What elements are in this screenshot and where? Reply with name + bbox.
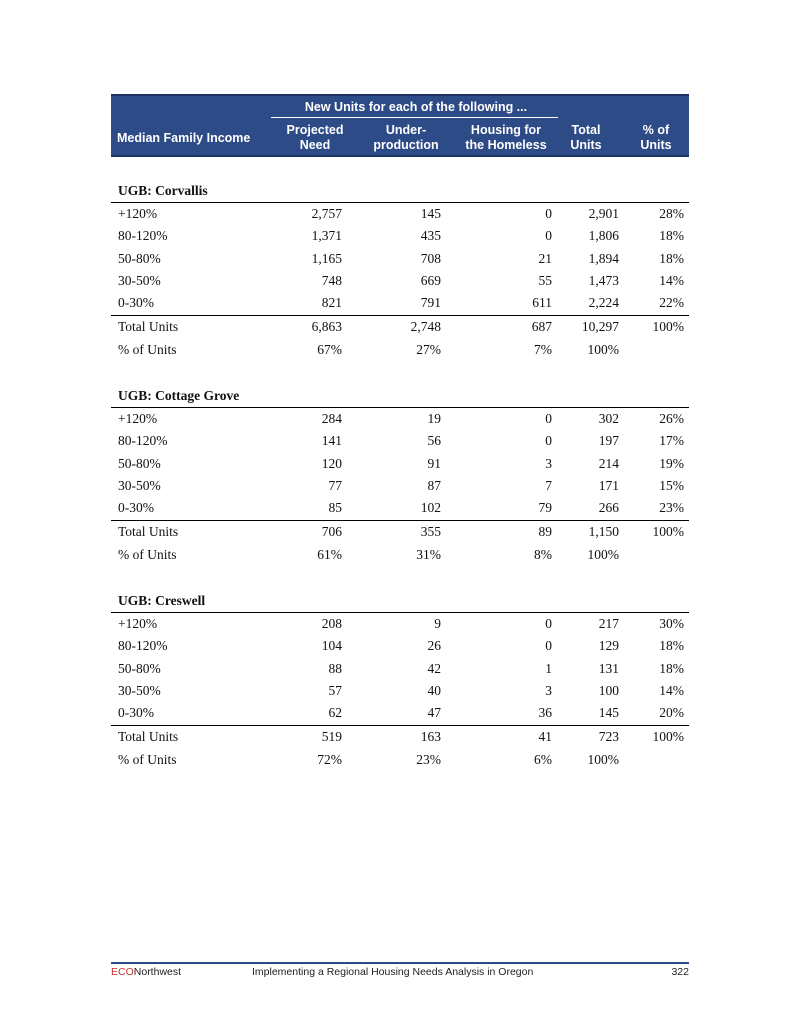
table-cell: 62 xyxy=(328,705,342,721)
table-cell: 1,473 xyxy=(588,272,619,288)
header-underproduction: Under- production xyxy=(373,123,439,152)
table-cell: 435 xyxy=(420,228,441,244)
table-cell: 20% xyxy=(659,705,684,721)
row-label: % of Units xyxy=(118,341,177,357)
footer-brand xyxy=(111,966,181,978)
table-cell: 2,757 xyxy=(311,206,342,221)
table-cell: 18% xyxy=(659,250,684,266)
table-cell: 55 xyxy=(538,272,552,288)
table-cell: 1,150 xyxy=(588,523,619,539)
row-label: Total Units xyxy=(118,728,179,744)
table-cell: 10,297 xyxy=(581,318,619,334)
total-rule xyxy=(111,520,689,521)
table-cell: 61% xyxy=(317,546,342,562)
table-row xyxy=(118,661,684,679)
table-row xyxy=(118,683,684,701)
table-cell: 40 xyxy=(427,682,441,698)
table-cell: 217 xyxy=(598,616,619,631)
table-cell: 31% xyxy=(416,546,441,562)
total-row xyxy=(118,524,684,542)
table-cell: 9 xyxy=(434,616,441,631)
percent-row xyxy=(118,752,684,770)
table-cell: 100% xyxy=(652,523,684,539)
total-row xyxy=(118,729,684,747)
row-label: 50-80% xyxy=(118,250,161,266)
table-cell: 26 xyxy=(427,638,441,654)
section-rule xyxy=(111,407,689,408)
table-cell: 3 xyxy=(545,682,552,698)
table-cell: 129 xyxy=(598,638,619,654)
table-cell: 23% xyxy=(659,500,684,516)
table-cell: 131 xyxy=(598,660,619,676)
table-cell: 0 xyxy=(545,206,552,221)
table-cell: 27% xyxy=(416,341,441,357)
table-cell: 28% xyxy=(659,206,684,221)
table-cell: 18% xyxy=(659,638,684,654)
table-cell: 6% xyxy=(534,751,552,767)
table-cell: 100% xyxy=(587,751,619,767)
header-total-units: Total Units xyxy=(570,123,602,152)
table-cell: 88 xyxy=(328,660,342,676)
table-cell: 214 xyxy=(598,455,619,471)
row-label: 50-80% xyxy=(118,660,161,676)
table-cell: 145 xyxy=(598,705,619,721)
footer-page-number: 322 xyxy=(671,966,689,978)
table-cell: 87 xyxy=(427,477,441,493)
table-cell: 708 xyxy=(420,250,441,266)
percent-row xyxy=(118,342,684,360)
table-cell: 2,901 xyxy=(588,206,619,221)
row-label: +120% xyxy=(118,411,158,426)
table-cell: 687 xyxy=(531,318,552,334)
table-cell: 100% xyxy=(652,728,684,744)
table-cell: 79 xyxy=(538,500,552,516)
table-cell: 17% xyxy=(659,433,684,449)
table-cell: 102 xyxy=(420,500,441,516)
table-cell: 8% xyxy=(534,546,552,562)
table-cell: 100 xyxy=(598,682,619,698)
row-label: 80-120% xyxy=(118,228,168,244)
table-cell: 77 xyxy=(328,477,342,493)
footer-rule xyxy=(111,962,689,964)
table-cell: 85 xyxy=(328,500,342,516)
table-cell: 21 xyxy=(538,250,552,266)
table-cell: 47 xyxy=(427,705,441,721)
table-row xyxy=(118,616,684,634)
table-cell: 100% xyxy=(652,318,684,334)
section-title: UGB: Corvallis xyxy=(118,183,208,198)
table-cell: 197 xyxy=(598,433,619,449)
table-row xyxy=(118,500,684,518)
footer-brand-suffix: Northwest xyxy=(133,966,182,978)
table-row xyxy=(118,638,684,656)
table-cell: 791 xyxy=(420,295,441,311)
table-cell: 145 xyxy=(420,206,441,221)
table-cell: 26% xyxy=(659,411,684,426)
table-cell: 302 xyxy=(598,411,619,426)
table-cell: 141 xyxy=(321,433,342,449)
table-cell: 0 xyxy=(545,638,552,654)
table-cell: 36 xyxy=(538,705,552,721)
table-cell: 7% xyxy=(534,341,552,357)
total-row xyxy=(118,319,684,337)
table-cell: 15% xyxy=(659,477,684,493)
table-row xyxy=(118,206,684,224)
header-housing-homeless: Housing for the Homeless xyxy=(465,123,547,152)
table-cell: 14% xyxy=(659,272,684,288)
header-percent-units: % of Units xyxy=(640,123,672,152)
total-rule xyxy=(111,725,689,726)
table-cell: 89 xyxy=(538,523,552,539)
table-cell: 91 xyxy=(427,455,441,471)
section-rule xyxy=(111,202,689,203)
table-cell: 22% xyxy=(659,295,684,311)
header-span-title: New Units for each of the following ... xyxy=(304,100,528,114)
table-cell: 0 xyxy=(545,616,552,631)
table-cell: 706 xyxy=(321,523,342,539)
table-cell: 611 xyxy=(532,295,552,311)
section-rule xyxy=(111,612,689,613)
footer-title: Implementing a Regional Housing Needs Analysis in Oregon xyxy=(252,966,534,978)
table-cell: 23% xyxy=(416,751,441,767)
row-label: 30-50% xyxy=(118,477,161,493)
row-label: 0-30% xyxy=(118,295,154,311)
table-cell: 171 xyxy=(598,477,619,493)
section-title: UGB: Creswell xyxy=(118,593,206,608)
table-row xyxy=(118,295,684,313)
table-cell: 19 xyxy=(427,411,441,426)
row-label: 80-120% xyxy=(118,638,168,654)
row-label: 0-30% xyxy=(118,705,154,721)
footer-brand-prefix: ECO xyxy=(111,966,134,978)
table-row xyxy=(118,228,684,246)
row-label: Total Units xyxy=(118,523,179,539)
table-cell: 104 xyxy=(321,638,342,654)
table-header xyxy=(111,94,689,157)
row-label: Total Units xyxy=(118,318,179,334)
table-cell: 18% xyxy=(659,660,684,676)
row-label: +120% xyxy=(118,206,158,221)
table-cell: 100% xyxy=(587,546,619,562)
table-cell: 120 xyxy=(321,455,342,471)
table-cell: 2,224 xyxy=(588,295,619,311)
table-cell: 1,371 xyxy=(311,228,342,244)
table-cell: 0 xyxy=(545,433,552,449)
table-cell: 41 xyxy=(538,728,552,744)
table-row xyxy=(118,705,684,723)
row-label: 80-120% xyxy=(118,433,168,449)
table-cell: 723 xyxy=(598,728,619,744)
table-cell: 1,165 xyxy=(311,250,342,266)
table-cell: 14% xyxy=(659,682,684,698)
table-cell: 30% xyxy=(659,616,684,631)
table-cell: 284 xyxy=(321,411,342,426)
row-label: 0-30% xyxy=(118,500,154,516)
row-label: +120% xyxy=(118,616,158,631)
header-span-rule xyxy=(271,117,558,118)
table-cell: 6,863 xyxy=(311,318,342,334)
row-label: 30-50% xyxy=(118,272,161,288)
table-cell: 72% xyxy=(317,751,342,767)
percent-row xyxy=(118,547,684,565)
table-cell: 355 xyxy=(420,523,441,539)
table-cell: 57 xyxy=(328,682,342,698)
total-rule xyxy=(111,315,689,316)
table-cell: 100% xyxy=(587,341,619,357)
table-row xyxy=(118,433,684,451)
table-cell: 19% xyxy=(659,455,684,471)
table-cell: 3 xyxy=(545,455,552,471)
table-cell: 0 xyxy=(545,228,552,244)
table-cell: 67% xyxy=(317,341,342,357)
row-label: 30-50% xyxy=(118,682,161,698)
table-cell: 669 xyxy=(420,272,441,288)
table-cell: 519 xyxy=(321,728,342,744)
table-cell: 56 xyxy=(427,433,441,449)
table-cell: 748 xyxy=(321,272,342,288)
table-cell: 42 xyxy=(427,660,441,676)
section-title: UGB: Cottage Grove xyxy=(118,388,240,403)
header-projected-need: Projected Need xyxy=(286,123,344,152)
table-row xyxy=(118,478,684,496)
table-cell: 1,894 xyxy=(588,250,619,266)
table-row xyxy=(118,411,684,429)
table-row xyxy=(118,456,684,474)
table-cell: 18% xyxy=(659,228,684,244)
header-median-family-income: Median Family Income xyxy=(117,131,251,145)
table-row xyxy=(118,273,684,291)
table-cell: 208 xyxy=(321,616,342,631)
table-cell: 1 xyxy=(545,660,552,676)
table-row xyxy=(118,251,684,269)
table-cell: 7 xyxy=(545,477,552,493)
table-cell: 266 xyxy=(598,500,619,516)
table-cell: 821 xyxy=(321,295,342,311)
row-label: 50-80% xyxy=(118,455,161,471)
row-label: % of Units xyxy=(118,546,177,562)
row-label: % of Units xyxy=(118,751,177,767)
table-cell: 1,806 xyxy=(588,228,619,244)
table-cell: 0 xyxy=(545,411,552,426)
table-cell: 163 xyxy=(420,728,441,744)
table-cell: 2,748 xyxy=(410,318,441,334)
